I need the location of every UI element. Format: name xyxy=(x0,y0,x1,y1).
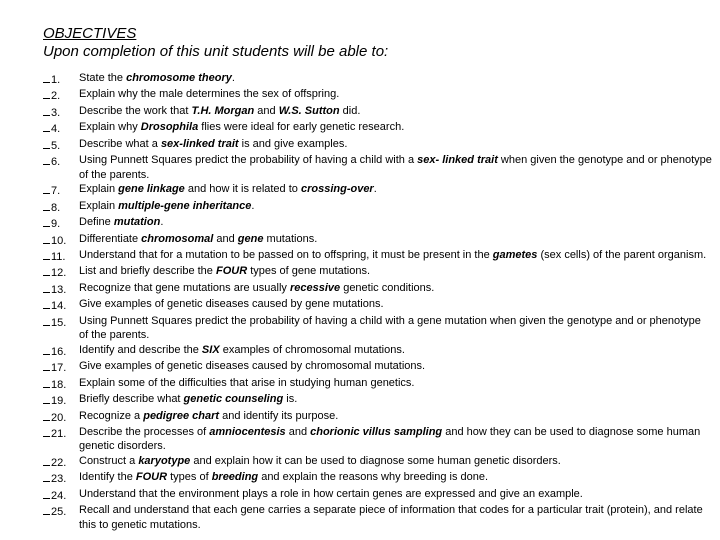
objective-text-segment: . xyxy=(160,216,164,229)
objective-text xyxy=(79,487,713,503)
checkoff-blank xyxy=(43,343,50,355)
objective-number xyxy=(43,153,79,182)
objective-text xyxy=(79,104,713,120)
objective-number xyxy=(43,470,79,486)
objective-text-segment: Explain why the male determines the sex of offspring. xyxy=(79,88,340,101)
objective-key-term: multiple-gene inheritance xyxy=(118,199,252,212)
objective-number xyxy=(43,314,79,343)
objective-number-label: 19. xyxy=(51,395,67,408)
objective-number xyxy=(43,137,79,153)
objective-item xyxy=(43,470,713,486)
checkoff-blank xyxy=(43,425,50,437)
objective-number xyxy=(43,454,79,470)
checkoff-blank xyxy=(43,281,50,293)
page-subtitle: Upon completion of this unit students will be able to: xyxy=(43,43,389,60)
objective-text-segment: Differentiate xyxy=(79,232,142,245)
objective-text xyxy=(79,470,713,486)
objective-text-segment: List and briefly describe the xyxy=(79,265,216,278)
objective-text-segment: Explain xyxy=(79,199,119,212)
objective-text-segment: types of gene mutations. xyxy=(247,265,371,278)
checkoff-blank xyxy=(43,470,50,482)
objective-text xyxy=(79,454,713,470)
objective-text-segment: (sex cells) of the parent organism. xyxy=(537,248,707,261)
objective-text-segment: Explain why xyxy=(79,121,141,134)
objective-item xyxy=(43,487,713,503)
page-title: OBJECTIVES xyxy=(43,25,137,42)
objective-number xyxy=(43,297,79,313)
objective-key-term: recessive xyxy=(289,281,341,294)
objective-key-term: karyotype xyxy=(138,454,191,467)
objective-number xyxy=(43,71,79,87)
objective-item xyxy=(43,503,713,532)
objective-number-label: 12. xyxy=(51,267,67,280)
objective-item xyxy=(43,248,713,264)
objective-item xyxy=(43,454,713,470)
objective-text-segment: Using Punnett Squares predict the probability of having a child with a gene mutation when given the genotype and or phenotype of the parents. xyxy=(79,314,701,342)
checkoff-blank xyxy=(43,503,50,515)
objective-text xyxy=(79,359,713,375)
checkoff-blank xyxy=(43,153,50,165)
objective-key-term: chorionic villus sampling xyxy=(310,425,443,438)
objective-text-segment: genetic conditions. xyxy=(340,281,435,294)
objective-text-segment: and xyxy=(285,425,311,438)
objective-number-label: 7. xyxy=(51,185,61,198)
objective-number-label: 15. xyxy=(51,316,67,329)
objective-text xyxy=(79,264,713,280)
objective-number xyxy=(43,359,79,375)
objective-key-term: sex-linked trait xyxy=(160,137,239,150)
objective-item xyxy=(43,264,713,280)
objective-text-segment: and xyxy=(213,232,238,245)
objective-text xyxy=(79,281,713,297)
objective-item xyxy=(43,153,713,182)
objective-text xyxy=(79,71,713,87)
objective-text-segment: Give examples of genetic diseases caused by gene mutations. xyxy=(79,298,384,311)
objective-text xyxy=(79,314,713,343)
objective-item xyxy=(43,215,713,231)
objective-key-term: pedigree chart xyxy=(143,409,220,422)
objective-number-label: 2. xyxy=(51,90,61,103)
checkoff-blank xyxy=(43,376,50,388)
objective-text xyxy=(79,199,713,215)
objective-key-term: Drosophila xyxy=(140,121,199,134)
objective-number-label: 5. xyxy=(51,139,61,152)
objective-text xyxy=(79,248,713,264)
objective-text-segment: Explain some of the difficulties that arise in studying human genetics. xyxy=(79,376,415,389)
objective-number-label: 11. xyxy=(51,250,66,263)
objective-text xyxy=(79,232,713,248)
objective-number xyxy=(43,281,79,297)
objective-text-segment: Describe what a xyxy=(79,137,161,150)
objective-number xyxy=(43,199,79,215)
objective-item xyxy=(43,182,713,198)
objective-text xyxy=(79,120,713,136)
objective-number xyxy=(43,104,79,120)
objective-number xyxy=(43,409,79,425)
objective-item xyxy=(43,392,713,408)
objective-key-term: chromosome theory xyxy=(126,72,232,84)
objective-key-term: FOUR xyxy=(135,471,168,484)
objective-item xyxy=(43,281,713,297)
objective-number xyxy=(43,503,79,532)
objective-text-segment: types of xyxy=(167,471,212,484)
checkoff-blank xyxy=(43,71,50,83)
objective-key-term: gametes xyxy=(492,248,538,261)
objective-key-term: mutation xyxy=(113,216,161,229)
objective-item xyxy=(43,87,713,103)
checkoff-blank xyxy=(43,182,50,194)
objective-number-label: 22. xyxy=(51,456,67,469)
objective-text-segment: and how it is related to xyxy=(184,183,301,196)
objective-number-label: 10. xyxy=(51,234,67,247)
objective-key-term: T.H. Morgan xyxy=(191,104,255,117)
objective-number-label: 14. xyxy=(51,300,67,313)
objective-text-segment: Describe the work that xyxy=(79,104,192,117)
checkoff-blank xyxy=(43,409,50,421)
checkoff-blank xyxy=(43,487,50,499)
objective-text-segment: Recognize that gene mutations are usually xyxy=(79,281,290,294)
objective-number xyxy=(43,215,79,231)
objective-text-segment: is. xyxy=(283,393,298,406)
objective-text-segment: State the xyxy=(79,72,127,84)
objective-number-label: 9. xyxy=(51,218,61,231)
objective-text-segment: Using Punnett Squares predict the probability of having a child with a xyxy=(79,154,418,167)
objective-text xyxy=(79,182,713,198)
checkoff-blank xyxy=(43,454,50,466)
objective-text-segment: . xyxy=(373,183,377,196)
objective-text-segment: Give examples of genetic diseases caused by chromosomal mutations. xyxy=(79,360,426,373)
objective-text-segment: examples of chromosomal mutations. xyxy=(219,343,405,356)
objective-number-label: 25. xyxy=(51,506,67,519)
checkoff-blank xyxy=(43,120,50,132)
objectives-list xyxy=(43,71,713,532)
objective-item xyxy=(43,359,713,375)
objective-number-label: 17. xyxy=(51,362,67,375)
checkoff-blank xyxy=(43,392,50,404)
objective-item xyxy=(43,71,713,87)
objective-number-label: 20. xyxy=(51,411,67,424)
objective-number xyxy=(43,182,79,198)
objective-text-segment: and explain how it can be used to diagnose some human genetic disorders. xyxy=(190,454,561,467)
objective-text-segment: when given the genotype and or phenotype of the parents. xyxy=(79,154,712,181)
objective-number xyxy=(43,87,79,103)
objective-key-term: sex- linked trait xyxy=(417,154,498,167)
checkoff-blank xyxy=(43,359,50,371)
objective-text-segment: Define xyxy=(79,216,114,229)
objective-text-segment: Identify and describe the xyxy=(79,343,202,356)
objective-number-label: 23. xyxy=(51,473,67,486)
objective-text-segment: . xyxy=(231,72,235,84)
objective-text-segment: Understand that the environment plays a role in how certain genes are expressed and give an example. xyxy=(79,487,583,500)
checkoff-blank xyxy=(43,199,50,211)
objectives-heading xyxy=(43,25,388,61)
objective-text-segment: Construct a xyxy=(79,454,139,467)
objective-text-segment: Recognize a xyxy=(79,409,144,422)
objective-text-segment: and how they can be used to diagnose some human genetic disorders. xyxy=(79,425,701,453)
objective-number xyxy=(43,392,79,408)
objective-text-segment: Explain xyxy=(79,183,119,196)
objective-number xyxy=(43,487,79,503)
objective-item xyxy=(43,137,713,153)
objective-number xyxy=(43,343,79,359)
objective-item xyxy=(43,120,713,136)
objective-key-term: gene linkage xyxy=(118,183,185,196)
objective-text xyxy=(79,503,713,532)
checkoff-blank xyxy=(43,137,50,149)
objective-text xyxy=(79,87,713,103)
objective-number xyxy=(43,232,79,248)
objective-item xyxy=(43,104,713,120)
objective-text-segment: Recall and understand that each gene carries a separate piece of information that codes for a particular trait (protein), and relate this to genetic mutations. xyxy=(79,504,703,531)
objective-text-segment: . xyxy=(251,199,255,212)
objective-number-label: 21. xyxy=(51,427,67,440)
checkoff-blank xyxy=(43,248,50,260)
objective-number xyxy=(43,264,79,280)
objective-number xyxy=(43,425,79,454)
objective-text xyxy=(79,409,713,425)
objective-text xyxy=(79,137,713,153)
checkoff-blank xyxy=(43,215,50,227)
objective-text xyxy=(79,343,713,359)
objective-item xyxy=(43,199,713,215)
checkoff-blank xyxy=(43,297,50,309)
objective-text xyxy=(79,425,713,454)
checkoff-blank xyxy=(43,232,50,244)
objective-item xyxy=(43,314,713,343)
objective-number-label: 18. xyxy=(51,378,67,391)
objective-text-segment: mutations. xyxy=(263,232,318,245)
objective-text-segment: Describe the processes of xyxy=(79,425,210,438)
objective-key-term: crossing-over xyxy=(300,183,374,196)
objective-number-label: 4. xyxy=(51,123,61,136)
objective-item xyxy=(43,232,713,248)
objective-text-segment: and xyxy=(254,104,279,117)
objective-number-label: 24. xyxy=(51,489,67,502)
objective-text xyxy=(79,392,713,408)
objective-text-segment: flies were ideal for early genetic research. xyxy=(198,121,405,134)
objective-number-label: 16. xyxy=(51,345,67,358)
objective-number-label: 8. xyxy=(51,201,61,214)
objective-key-term: gene xyxy=(237,232,264,245)
objective-number-label: 6. xyxy=(51,156,61,169)
objective-text xyxy=(79,153,713,182)
objective-text-segment: Briefly describe what xyxy=(79,393,184,406)
objective-number-label: 3. xyxy=(51,106,61,119)
objective-text-segment: Identify the xyxy=(79,471,136,484)
objective-text-segment: is and give examples. xyxy=(238,137,348,150)
objective-key-term: FOUR xyxy=(215,265,248,278)
objective-item xyxy=(43,409,713,425)
objective-number xyxy=(43,376,79,392)
objective-number-label: 1. xyxy=(51,74,61,86)
objective-text-segment: Understand that for a mutation to be passed on to offspring, it must be present in the xyxy=(79,248,493,261)
objective-key-term: genetic counseling xyxy=(183,393,284,406)
objective-item xyxy=(43,376,713,392)
objective-text-segment: and identify its purpose. xyxy=(219,409,339,422)
objective-key-term: chromosomal xyxy=(141,232,214,245)
checkoff-blank xyxy=(43,104,50,116)
objective-key-term: breeding xyxy=(211,471,259,484)
objective-key-term: SIX xyxy=(201,343,220,356)
checkoff-blank xyxy=(43,87,50,99)
objective-text xyxy=(79,376,713,392)
checkoff-blank xyxy=(43,264,50,276)
objective-key-term: W.S. Sutton xyxy=(278,104,340,117)
objective-text-segment: did. xyxy=(339,104,361,117)
objective-number xyxy=(43,248,79,264)
objective-number xyxy=(43,120,79,136)
checkoff-blank xyxy=(43,314,50,326)
objective-text-segment: and explain the reasons why breeding is done. xyxy=(258,471,489,484)
objective-text xyxy=(79,297,713,313)
objective-item xyxy=(43,425,713,454)
objective-text xyxy=(79,215,713,231)
objective-item xyxy=(43,297,713,313)
objective-key-term: amniocentesis xyxy=(209,425,286,438)
objective-item xyxy=(43,343,713,359)
objective-number-label: 13. xyxy=(51,283,67,296)
